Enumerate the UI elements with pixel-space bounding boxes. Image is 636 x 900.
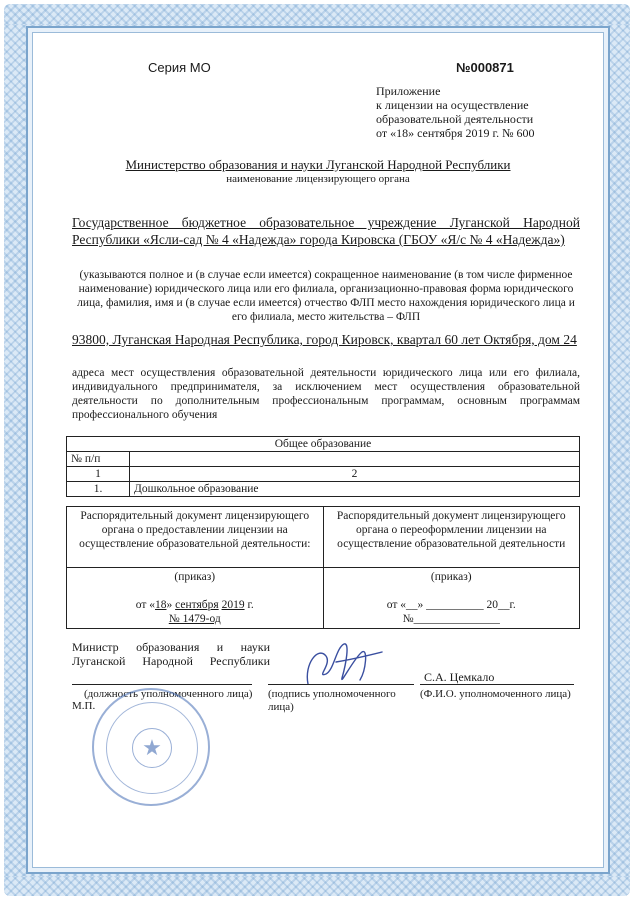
star-emblem-icon: ★ [132,728,172,768]
name-caption: (Ф.И.О. уполномоченного лица) [420,688,571,700]
ministry-caption: наименование лицензирующего органа [226,173,410,185]
signatory-position [72,640,270,668]
row-number: 1. [67,482,130,497]
reissue-document-date: от «__» __________ 20__г. [386,599,516,611]
grant-document-date: от «18» сентября 2019 г. [135,599,254,611]
handwritten-signature [296,634,386,696]
organization-address: 93800, Луганская Народная Республика, город Кировск, квартал 60 лет Октября, дом 24 [72,332,577,347]
appendix-line-1: Приложение [376,84,441,98]
index-cell-2: 2 [130,467,580,482]
appendix-line-2: к лицензии на осуществление [376,98,529,112]
grant-document-number: № 1479-од [168,613,221,625]
name-underline [420,684,574,685]
position-underline [72,684,252,685]
grant-document-details [67,568,324,629]
position-line-1: Министр образования и науки [72,640,270,654]
places-caption: адреса мест осуществления образовательной деятельности юридического лица или его филиала, индивидуального предпринимателя, за исключением мест осуществления образовательной деятельности по дополнительным профессиональным программам, основным программам профессионального обучения [72,367,580,421]
appendix-block [376,84,535,140]
documents-table [66,506,580,629]
education-table-title: Общее образование [67,437,580,452]
position-line-2: Луганской Народной Республики [72,654,270,668]
reissue-document-type: (приказ) [430,571,472,583]
row-education-level: Дошкольное образование [130,482,580,497]
signature-underline [268,684,414,685]
position-caption: (должность уполномоченного лица) [84,688,253,700]
index-cell-1: 1 [67,467,130,482]
reissue-document-header: Распорядительный документ лицензирующего органа о переоформлении лицензии на осуществление образовательной деятельности [323,507,580,568]
organization-name: Государственное бюджетное образовательное учреждение Луганской Народной Республики «Ясли-сад № 4 «Надежда» города Кировска (ГБОУ «Я/с № 4 «Надежда») [72,215,580,247]
appendix-line-4: от «18» сентября 2019 г. № 600 [376,126,535,140]
ministry-name: Министерство образования и науки Луганской Народной Республики [125,157,511,172]
signatory-name: С.А. Цемкало [424,670,495,684]
signature-caption: (подпись уполномоченного лица) [268,688,396,713]
col-empty-header [130,452,580,467]
mp-label: М.П. [72,700,96,712]
official-stamp [92,688,210,806]
appendix-line-3: образовательной деятельности [376,112,534,126]
grant-document-header: Распорядительный документ лицензирующего органа о предоставлении лицензии на осуществление образовательной деятельности: [67,507,324,568]
document-number: №000871 [456,60,514,75]
organization-caption: (указываются полное и (в случае если имеется) сокращенное наименование (в том числе фирменное наименование) юридического лица или его филиала, организационно-правовая форма юридического лица, фамилия, имя и (в случае если имеется) отчество ФЛП место нахождения юридического лица и его филиала, место жительства – ФЛП [77,269,575,323]
col-number-header: № п/п [67,452,130,467]
grant-document-type: (приказ) [174,571,216,583]
reissue-document-details [323,568,580,629]
reissue-document-number: №_______________ [402,613,500,625]
series-label: Серия МО [148,60,211,75]
education-table [66,436,580,497]
